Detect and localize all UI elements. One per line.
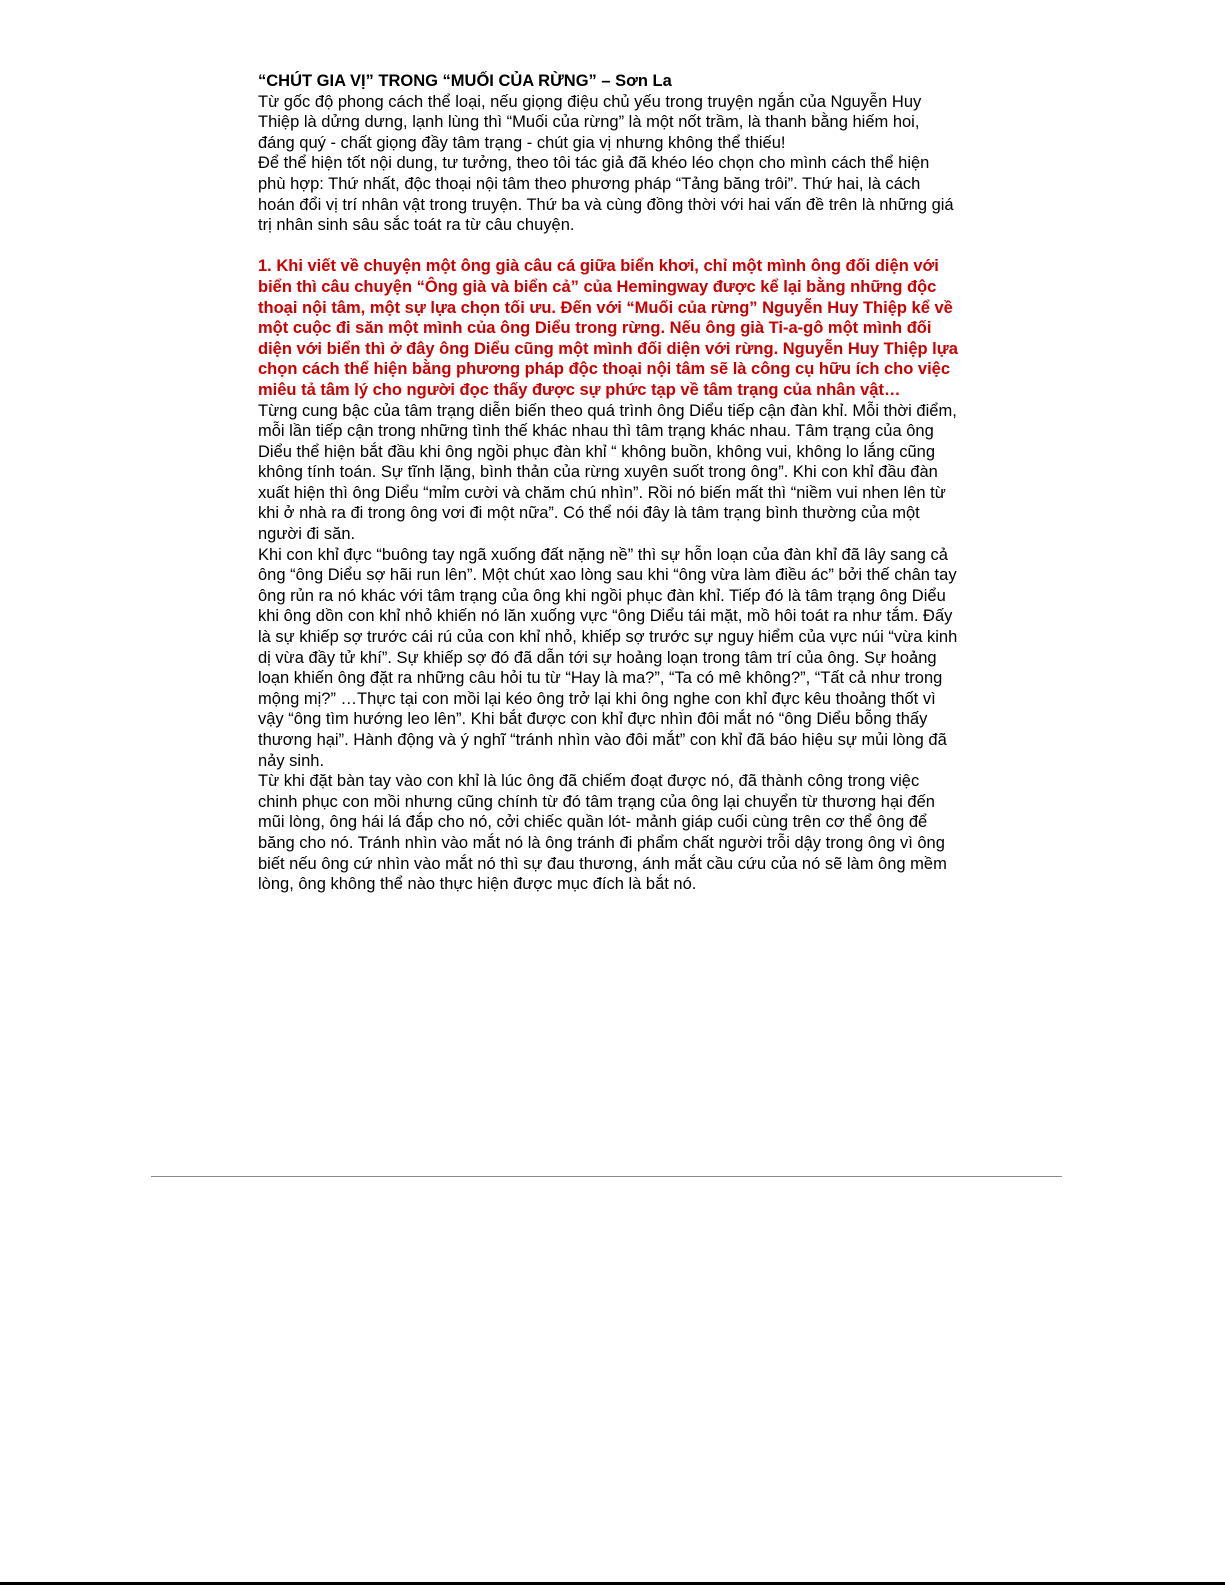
body-paragraph: Khi con khỉ đực “buông tay ngã xuống đất nặng nề” thì sự hỗn loạn của đàn khỉ đã lây sang cả ông “ông Diểu sợ hãi run lên”. Một chút xao lòng sau khi “ông vừa làm điều ác” bởi thế chân tay ông rủn ra nó khác với tâm trạng của ông khi ngồi phục đàn khỉ. Tiếp đó là tâm trạng ông Diểu khi ông dồn con khỉ nhỏ khiến nó lăn xuống vực “ông Diểu tái mặt, mồ hôi toát ra như tắm. Đấy là sự khiếp sợ trước cái rú của con khỉ nhỏ, khiếp sợ trước sự nguy hiểm của vực núi “vừa kinh dị vừa đầy tử khí”. Sự khiếp sợ đó đã dẫn tới sự hoảng loạn trong tâm trí của ông. Sự hoảng loạn khiến ông đặt ra những câu hỏi tu từ “Hay là ma?”, “Ta có mê không?”, “Tất cả như trong mộng mị?” …Thực tại con mồi lại kéo ông trở lại khi ông nghe con khỉ đực kêu thoảng thốt vì vậy “ông tìm hướng leo lên”. Khi bắt được con khỉ đực nhìn đôi mắt nó “ông Diểu bỗng thấy thương hại”. Hành động và ý nghĩ “tránh nhìn vào đôi mắt” con khỉ đã báo hiệu sự mủi lòng đã nảy sinh. bbox=[258, 545, 958, 770]
body-paragraph: Từng cung bậc của tâm trạng diễn biến theo quá trình ông Diểu tiếp cận đàn khỉ. Mỗi thời điểm, mỗi lần tiếp cận trong những tình thế khác nhau thì tâm trạng khác nhau. Tâm trạng của ông Diểu thể hiện bắt đầu khi ông ngồi phục đàn khỉ “ không buồn, không vui, không lo lắng cũng không tính toán. Sự tĩnh lặng, bình thản của rừng xuyên suốt trong ông”. Khi con khỉ đầu đàn xuất hiện thì ông Diểu “mỉm cười và chăm chú nhìn”. Rồi nó biến mất thì “niềm vui nhen lên từ khi ở nhà ra đi trong ông vơi đi một nữa”. Có thể nói đây là tâm trạng bình thường của một người đi săn. bbox=[258, 401, 957, 544]
paragraph-spacer bbox=[258, 236, 958, 257]
body-paragraph: Từ khi đặt bàn tay vào con khỉ là lúc ông đã chiếm đoạt được nó, đã thành công trong việc chinh phục con mồi nhưng cũng chính từ đó tâm trạng của ông lại chuyển từ thương hại đến mũi lòng, ông hái lá đắp cho nó, cởi chiếc quần lót- mảnh giáp cuối cùng trên cơ thể ông để băng cho nó. Tránh nhìn vào mắt nó là ông tránh đi phẩm chất người trỗi dậy trong ông vì ông biết nếu ông cứ nhìn vào mắt nó thì sự đau thương, ánh mắt cầu cứu của nó sẽ làm ông mềm lòng, ông không thể nào thực hiện được mục đích là bắt nó. bbox=[258, 772, 947, 894]
page-divider bbox=[151, 1176, 1062, 1177]
intro-paragraph: Từ gốc độ phong cách thể loại, nếu giọng điệu chủ yếu trong truyện ngắn của Nguyễn Huy Thiệp là dửng dưng, lạnh lùng thì “Muối của rừng” là một nốt trầm, là thanh bằng hiếm hoi, đáng quý - chất giọng đầy tâm trạng - chút gia vị nhưng không thể thiếu! bbox=[258, 92, 922, 152]
intro-paragraph: Để thể hiện tốt nội dung, tư tưởng, theo tôi tác giả đã khéo léo chọn cho mình cách thể hiện phù hợp: Thứ nhất, độc thoại nội tâm theo phương pháp “Tảng băng trôi”. Thứ hai, là cách hoán đổi vị trí nhân vật trong truyện. Thứ ba và cùng đồng thời với hai vấn đề trên là những giá trị nhân sinh sâu sắc toát ra từ câu chuyện. bbox=[258, 154, 954, 235]
document-content bbox=[258, 71, 958, 895]
document-title: “CHÚT GIA VỊ” TRONG “MUỐI CỦA RỪNG” – Sơn La bbox=[258, 72, 672, 90]
section-heading: 1. Khi viết về chuyện một ông già câu cá giữa biển khơi, chỉ một mình ông đối diện với biển thì câu chuyện “Ông già và biển cả” của Hemingway được kể lại bằng những độc thoại nội tâm, một sự lựa chọn tối ưu. Đến với “Muối của rừng” Nguyễn Huy Thiệp kể về một cuộc đi săn một mình của ông Diểu trong rừng. Nếu ông già Ti-a-gô một mình đối diện với biển thì ở đây ông Diểu cũng một mình đối diện với rừng. Nguyễn Huy Thiệp lựa chọn cách thể hiện bằng phương pháp độc thoại nội tâm sẽ là công cụ hữu ích cho việc miêu tả tâm lý cho người đọc thấy được sự phức tạp về tâm trạng của nhân vật… bbox=[258, 257, 958, 399]
